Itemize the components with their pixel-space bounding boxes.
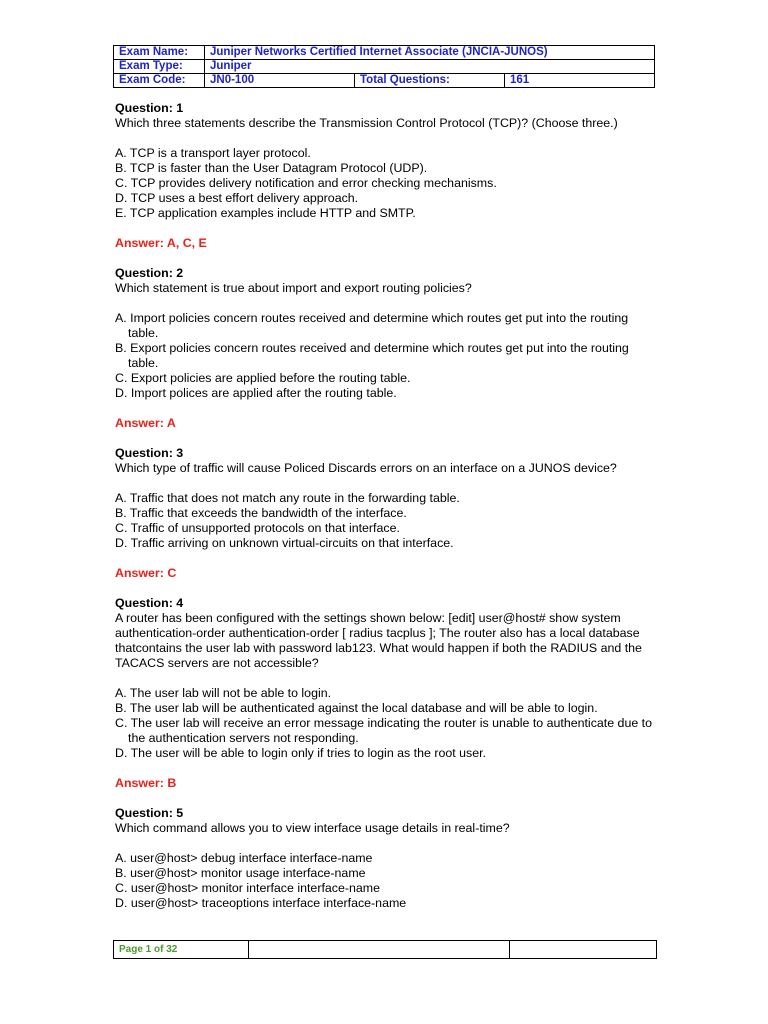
exam-type-value: Juniper (205, 60, 655, 74)
question-text: A router has been configured with the settings shown below: [edit] user@host# show system authentication-order authentication-order [ radius tacplus ]; The router also has a local database thatcontains the user lab with password lab123. What would happen if both the RADIUS and the TACACS servers are not accessible? (115, 611, 642, 670)
question-3 (115, 446, 660, 581)
option-a: A. TCP is a transport layer protocol. (115, 146, 311, 160)
option-c: C. Traffic of unsupported protocols on that interface. (115, 521, 400, 535)
answer-options (115, 686, 660, 761)
option-b: B. user@host> monitor usage interface-name (115, 866, 366, 880)
option-b: B. Traffic that exceeds the bandwidth of the interface. (115, 506, 407, 520)
answer-text: Answer: A, C, E (115, 236, 207, 250)
question-1 (115, 101, 660, 251)
exam-code-value: JN0-100 (205, 74, 355, 88)
answer-text: Answer: A (115, 416, 176, 430)
option-c: C. user@host> monitor interface interface-name (115, 881, 380, 895)
option-c: C. Export policies are applied before the routing table. (115, 371, 411, 385)
question-text: Which type of traffic will cause Policed Discards errors on an interface on a JUNOS device? (115, 461, 617, 475)
exam-name-value: Juniper Networks Certified Internet Associate (JNCIA-JUNOS) (205, 46, 655, 60)
total-questions-value: 161 (505, 74, 655, 88)
page-number: Page 1 of 32 (114, 941, 249, 959)
exam-type-row (114, 60, 655, 74)
option-d: D. The user will be able to login only if tries to login as the root user. (115, 746, 486, 760)
exam-name-label: Exam Name: (114, 46, 205, 60)
question-text: Which command allows you to view interface usage details in real-time? (115, 821, 510, 835)
footer-cell-blank (249, 941, 510, 959)
question-title: Question: 3 (115, 446, 184, 460)
footer-cell-blank (510, 941, 657, 959)
question-4 (115, 596, 660, 791)
option-a: A. Traffic that does not match any route in the forwarding table. (115, 491, 460, 505)
answer-options (115, 491, 660, 551)
question-title: Question: 4 (115, 596, 184, 610)
exam-code-row (114, 74, 655, 88)
option-a: A. Import policies concern routes received and determine which routes get put into the routing table. (115, 311, 629, 340)
answer-options (115, 851, 660, 911)
option-c: C. The user lab will receive an error message indicating the router is unable to authenticate due to the authentication servers not responding. (115, 716, 653, 745)
option-d: D. user@host> traceoptions interface interface-name (115, 896, 407, 910)
question-2 (115, 266, 660, 431)
option-b: B. Export policies concern routes received and determine which routes get put into the routing table. (115, 341, 629, 370)
option-e: E. TCP application examples include HTTP and SMTP. (115, 206, 416, 220)
option-a: A. user@host> debug interface interface-name (115, 851, 373, 865)
exam-info-table (113, 45, 655, 88)
option-c: C. TCP provides delivery notification and error checking mechanisms. (115, 176, 497, 190)
option-b: B. TCP is faster than the User Datagram Protocol (UDP). (115, 161, 428, 175)
option-b: B. The user lab will be authenticated against the local database and will be able to login. (115, 701, 598, 715)
option-d: D. Import polices are applied after the routing table. (115, 386, 397, 400)
exam-code-label: Exam Code: (114, 74, 205, 88)
page-footer (113, 940, 657, 959)
question-text: Which statement is true about import and export routing policies? (115, 281, 472, 295)
question-title: Question: 1 (115, 101, 184, 115)
question-title: Question: 5 (115, 806, 184, 820)
answer-text: Answer: C (115, 566, 177, 580)
total-questions-label: Total Questions: (355, 74, 505, 88)
answer-options (115, 146, 660, 221)
exam-type-label: Exam Type: (114, 60, 205, 74)
question-5 (115, 806, 660, 911)
question-title: Question: 2 (115, 266, 184, 280)
option-d: D. TCP uses a best effort delivery approach. (115, 191, 359, 205)
answer-text: Answer: B (115, 776, 177, 790)
option-d: D. Traffic arriving on unknown virtual-circuits on that interface. (115, 536, 454, 550)
exam-name-row (114, 46, 655, 60)
question-text: Which three statements describe the Transmission Control Protocol (TCP)? (Choose three.) (115, 116, 618, 130)
option-a: A. The user lab will not be able to login. (115, 686, 332, 700)
answer-options (115, 311, 660, 401)
questions-list (115, 101, 660, 926)
